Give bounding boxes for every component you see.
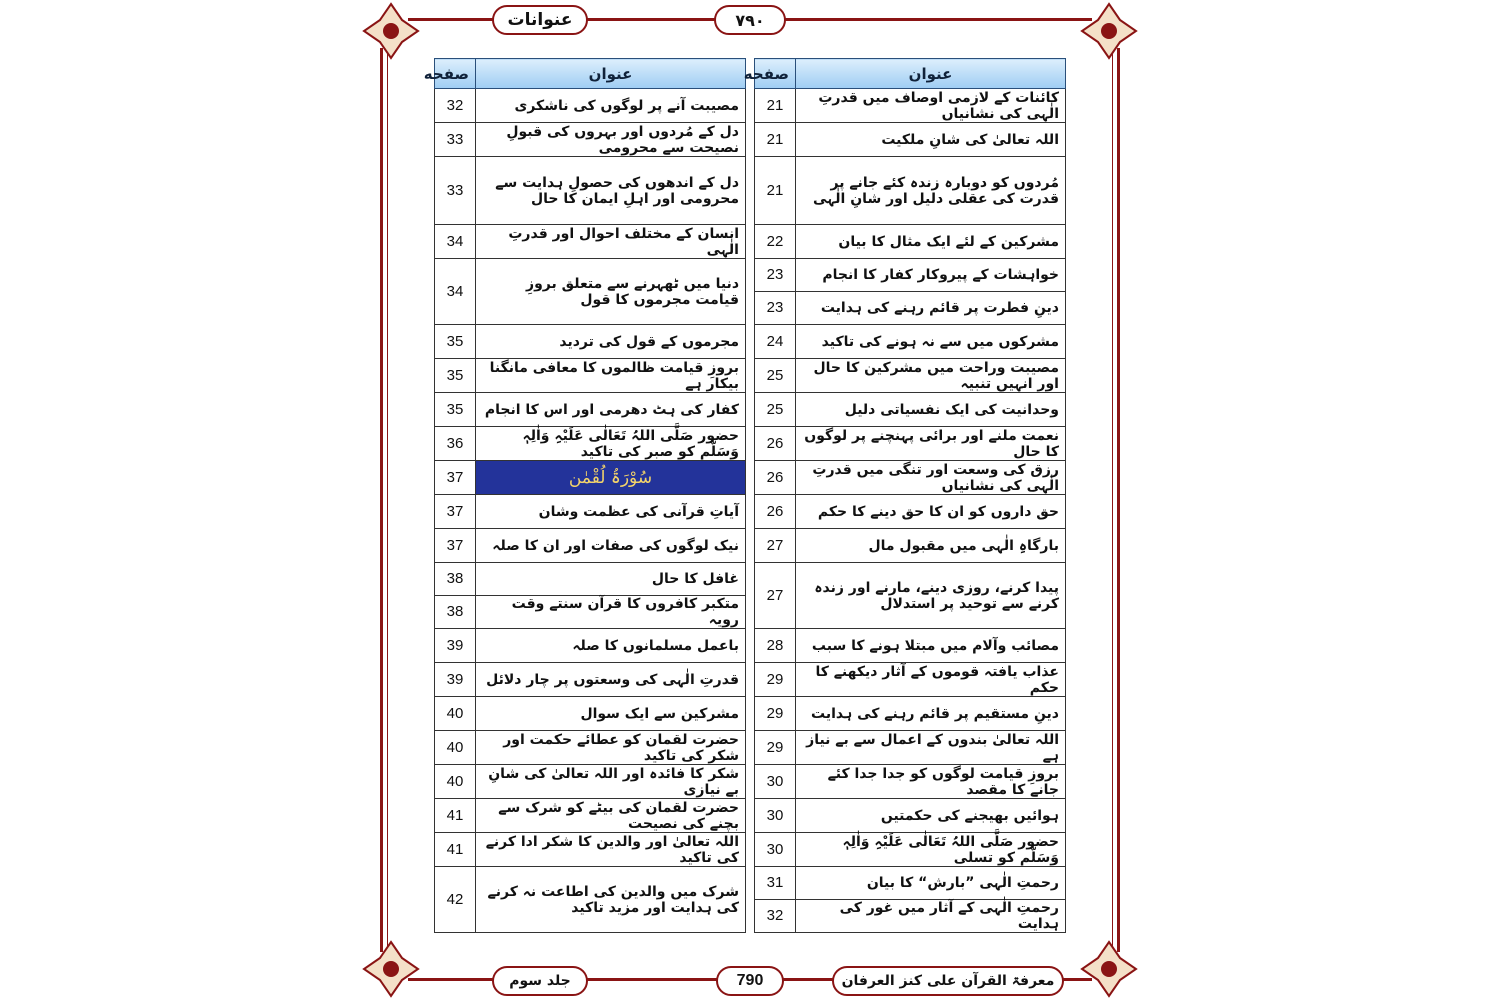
entry-title: بارگاہِ الٰہی میں مقبول مال: [796, 529, 1066, 563]
entry-title: کائنات کے لازمی اوصاف میں قدرتِ الٰہی کی نشانیاں: [796, 89, 1066, 123]
table-row: [435, 867, 1066, 900]
column-gap: [746, 799, 755, 833]
column-gap: [746, 157, 755, 225]
entry-page: 23: [755, 292, 796, 325]
entry-page: 22: [755, 225, 796, 259]
footer-page-number: 790: [716, 966, 784, 996]
entry-title: حضرت لقمان کی بیٹے کو شرک سے بچنے کی نصیحت: [476, 799, 746, 833]
table-row: [435, 833, 1066, 867]
entry-title: اللہ تعالیٰ اور والدین کا شکر ادا کرنے کی تاکید: [476, 833, 746, 867]
entry-page: 37: [435, 495, 476, 529]
column-gap: [746, 563, 755, 629]
entry-title: خواہشات کے پیروکار کفار کا انجام: [796, 259, 1066, 292]
entry-page: 30: [755, 765, 796, 799]
entry-page: 24: [755, 325, 796, 359]
frame-right-line: [1117, 48, 1120, 952]
column-gap: [746, 697, 755, 731]
corner-ornament-icon: [362, 2, 420, 60]
entry-page: 35: [435, 393, 476, 427]
entry-title: حضور صَلَّی اللہُ تَعَالٰی عَلَیْہِ وَاٰلِہٖ وَسَلَّم کو تسلی: [796, 833, 1066, 867]
entry-title: شکر کا فائدہ اور اللہ تعالیٰ کی شانِ بے نیازی: [476, 765, 746, 799]
entry-title: مشرکوں میں سے نہ ہونے کی تاکید: [796, 325, 1066, 359]
corner-ornament-icon: [1080, 940, 1138, 998]
entry-title: پیدا کرنے، روزی دینے، مارنے اور زندہ کرنے سے توحید پر استدلال: [796, 563, 1066, 629]
entry-title: کفار کی ہٹ دھرمی اور اس کا انجام: [476, 393, 746, 427]
table-row: [435, 495, 1066, 529]
column-gap: [746, 89, 755, 123]
frame-left-inner-line: [387, 48, 388, 952]
entry-page: 33: [435, 157, 476, 225]
entry-page: 28: [755, 629, 796, 663]
frame-left-line: [380, 48, 383, 952]
entry-page: 27: [755, 529, 796, 563]
entry-page: 42: [435, 867, 476, 933]
entry-page: 32: [435, 89, 476, 123]
column-gap: [746, 393, 755, 427]
entry-page: 34: [435, 259, 476, 325]
column-gap: [746, 259, 755, 325]
entry-title: ہوائیں بھیجنے کی حکمتیں: [796, 799, 1066, 833]
column-gap: [746, 325, 755, 359]
entry-title: حضرت لقمان کو عطائے حکمت اور شکر کی تاکید: [476, 731, 746, 765]
entry-page: 36: [435, 427, 476, 461]
entry-title: قدرتِ الٰہی کی وسعتوں پر چار دلائل: [476, 663, 746, 697]
entry-title: غافل کا حال: [476, 563, 746, 596]
entry-page: 27: [755, 563, 796, 629]
entry-title: باعمل مسلمانوں کا صلہ: [476, 629, 746, 663]
table-row: [435, 393, 1066, 427]
column-header-page: صفحه: [755, 59, 796, 89]
surah-banner: سُوْرَۃُ لُقْمٰن: [476, 461, 746, 495]
entry-title: رزق کی وسعت اور تنگی میں قدرتِ الٰہی کی نشانیاں: [796, 461, 1066, 495]
entry-title: دینِ فطرت پر قائم رہنے کی ہدایت: [796, 292, 1066, 325]
entry-title: شرک میں والدین کی اطاعت نہ کرنے کی ہدایت اور مزید تاکید: [476, 867, 746, 933]
entry-page: 40: [435, 765, 476, 799]
entry-page: 29: [755, 731, 796, 765]
table-row: [435, 529, 1066, 563]
footer-book-title: معرفۃ القرآن علی کنز العرفان: [832, 966, 1064, 996]
column-gap: [746, 629, 755, 663]
entry-title: رحمتِ الٰہی کے آثار میں غور کی ہدایت: [796, 900, 1066, 933]
table-header-row: [435, 59, 1066, 89]
table-row: [435, 427, 1066, 461]
entry-title: مصیبت آنے پر لوگوں کی ناشکری: [476, 89, 746, 123]
contents-table: [423, 58, 1066, 933]
entry-title: دل کے مُردوں اور بہروں کی قبولِ نصیحت سے محرومی: [476, 123, 746, 157]
entry-title: اللہ تعالیٰ بندوں کے اعمال سے بے نیاز ہے: [796, 731, 1066, 765]
column-gap: [746, 765, 755, 799]
frame-right-inner-line: [1112, 48, 1113, 952]
table-row: [435, 123, 1066, 157]
entry-page: 37: [435, 529, 476, 563]
table-row: [435, 731, 1066, 765]
column-gap: [746, 529, 755, 563]
column-gap: [746, 731, 755, 765]
entry-page: 38: [435, 596, 476, 629]
column-gap: [746, 359, 755, 393]
entry-page: 39: [435, 663, 476, 697]
entry-page: 34: [435, 225, 476, 259]
entry-page: 21: [755, 89, 796, 123]
entry-page: 23: [755, 259, 796, 292]
entry-page: 25: [755, 393, 796, 427]
entry-page: 37: [435, 461, 476, 495]
column-gap: [746, 461, 755, 495]
table-row: [435, 259, 1066, 292]
entry-title: رحمتِ الٰہی ”بارش“ کا بیان: [796, 867, 1066, 900]
column-header-topic: عنوان: [476, 59, 746, 89]
entry-page: 32: [755, 900, 796, 933]
entry-page: 40: [435, 731, 476, 765]
entry-page: 38: [435, 563, 476, 596]
table-row: [435, 663, 1066, 697]
entry-title: مشرکین سے ایک سوال: [476, 697, 746, 731]
table-row: [435, 799, 1066, 833]
table-row: [435, 697, 1066, 731]
entry-page: 31: [755, 867, 796, 900]
entry-title: مصائب وآلام میں مبتلا ہونے کا سبب: [796, 629, 1066, 663]
footer-volume: جلد سوم: [492, 966, 588, 996]
column-gap: [746, 833, 755, 867]
entry-page: 30: [755, 833, 796, 867]
entry-title: دل کے اندھوں کی حصولِ ہدایت سے محرومی اور اہلِ ایمان کا حال: [476, 157, 746, 225]
entry-page: 35: [435, 325, 476, 359]
table-row: [435, 629, 1066, 663]
entry-title: نعمت ملنے اور برائی پہنچنے پر لوگوں کا حال: [796, 427, 1066, 461]
entry-page: 29: [755, 663, 796, 697]
entry-title: نیک لوگوں کی صفات اور ان کا صلہ: [476, 529, 746, 563]
column-header-topic: عنوان: [796, 59, 1066, 89]
table-row: [435, 89, 1066, 123]
entry-page: 29: [755, 697, 796, 731]
table-row: [435, 461, 1066, 495]
entry-page: 26: [755, 461, 796, 495]
entry-page: 40: [435, 697, 476, 731]
entry-title: وحدانیت کی ایک نفسیاتی دلیل: [796, 393, 1066, 427]
column-gap: [746, 123, 755, 157]
column-gap: [746, 495, 755, 529]
entry-title: دینِ مستقیم پر قائم رہنے کی ہدایت: [796, 697, 1066, 731]
table-row: [435, 563, 1066, 596]
entry-title: بروزِ قیامت لوگوں کو جدا جدا کئے جانے کا مقصد: [796, 765, 1066, 799]
entry-page: 25: [755, 359, 796, 393]
table-row: [435, 359, 1066, 393]
entry-page: 26: [755, 495, 796, 529]
entry-page: 41: [435, 799, 476, 833]
entry-page: 30: [755, 799, 796, 833]
entry-title: اللہ تعالیٰ کی شانِ ملکیت: [796, 123, 1066, 157]
entry-page: 39: [435, 629, 476, 663]
entry-title: مصیبت وراحت میں مشرکین کا حال اور انہیں تنبیہ: [796, 359, 1066, 393]
entry-page: 21: [755, 157, 796, 225]
entry-page: 21: [755, 123, 796, 157]
column-gap: [746, 427, 755, 461]
entry-page: 33: [435, 123, 476, 157]
entry-title: بروزِ قیامت ظالموں کا معافی مانگنا بیکار ہے: [476, 359, 746, 393]
column-gap: [746, 867, 755, 933]
entry-title: متکبر کافروں کا قرآن سنتے وقت رویہ: [476, 596, 746, 629]
entry-title: حضور صَلَّی اللہُ تَعَالٰی عَلَیْہِ وَاٰلِہٖ وَسَلَّم کو صبر کی تاکید: [476, 427, 746, 461]
entry-title: عذاب یافتہ قوموں کے آثار دیکھنے کا حکم: [796, 663, 1066, 697]
entry-page: 26: [755, 427, 796, 461]
table-row: [435, 225, 1066, 259]
entry-title: حق داروں کو ان کا حق دینے کا حکم: [796, 495, 1066, 529]
header-page-number: ۷۹۰: [714, 5, 786, 35]
entry-title: آیاتِ قرآنی کی عظمت وشان: [476, 495, 746, 529]
column-header-page: صفحه: [435, 59, 476, 89]
entry-page: 41: [435, 833, 476, 867]
entry-page: 35: [435, 359, 476, 393]
header-title: عنوانات: [492, 5, 588, 35]
entry-title: مجرموں کے قول کی تردید: [476, 325, 746, 359]
entry-title: دنیا میں ٹھہرنے سے متعلق بروزِ قیامت مجرموں کا قول: [476, 259, 746, 325]
column-gap: [746, 225, 755, 259]
table-row: [435, 157, 1066, 225]
corner-ornament-icon: [362, 940, 420, 998]
entry-title: مُردوں کو دوبارہ زندہ کئے جانے پر قدرت کی عقلی دلیل اور شانِ الٰہی: [796, 157, 1066, 225]
corner-ornament-icon: [1080, 2, 1138, 60]
table-row: [435, 765, 1066, 799]
entry-title: مشرکین کے لئے ایک مثال کا بیان: [796, 225, 1066, 259]
entry-title: انسان کے مختلف احوال اور قدرتِ الٰہی: [476, 225, 746, 259]
column-gap: [746, 663, 755, 697]
table-row: [435, 325, 1066, 359]
